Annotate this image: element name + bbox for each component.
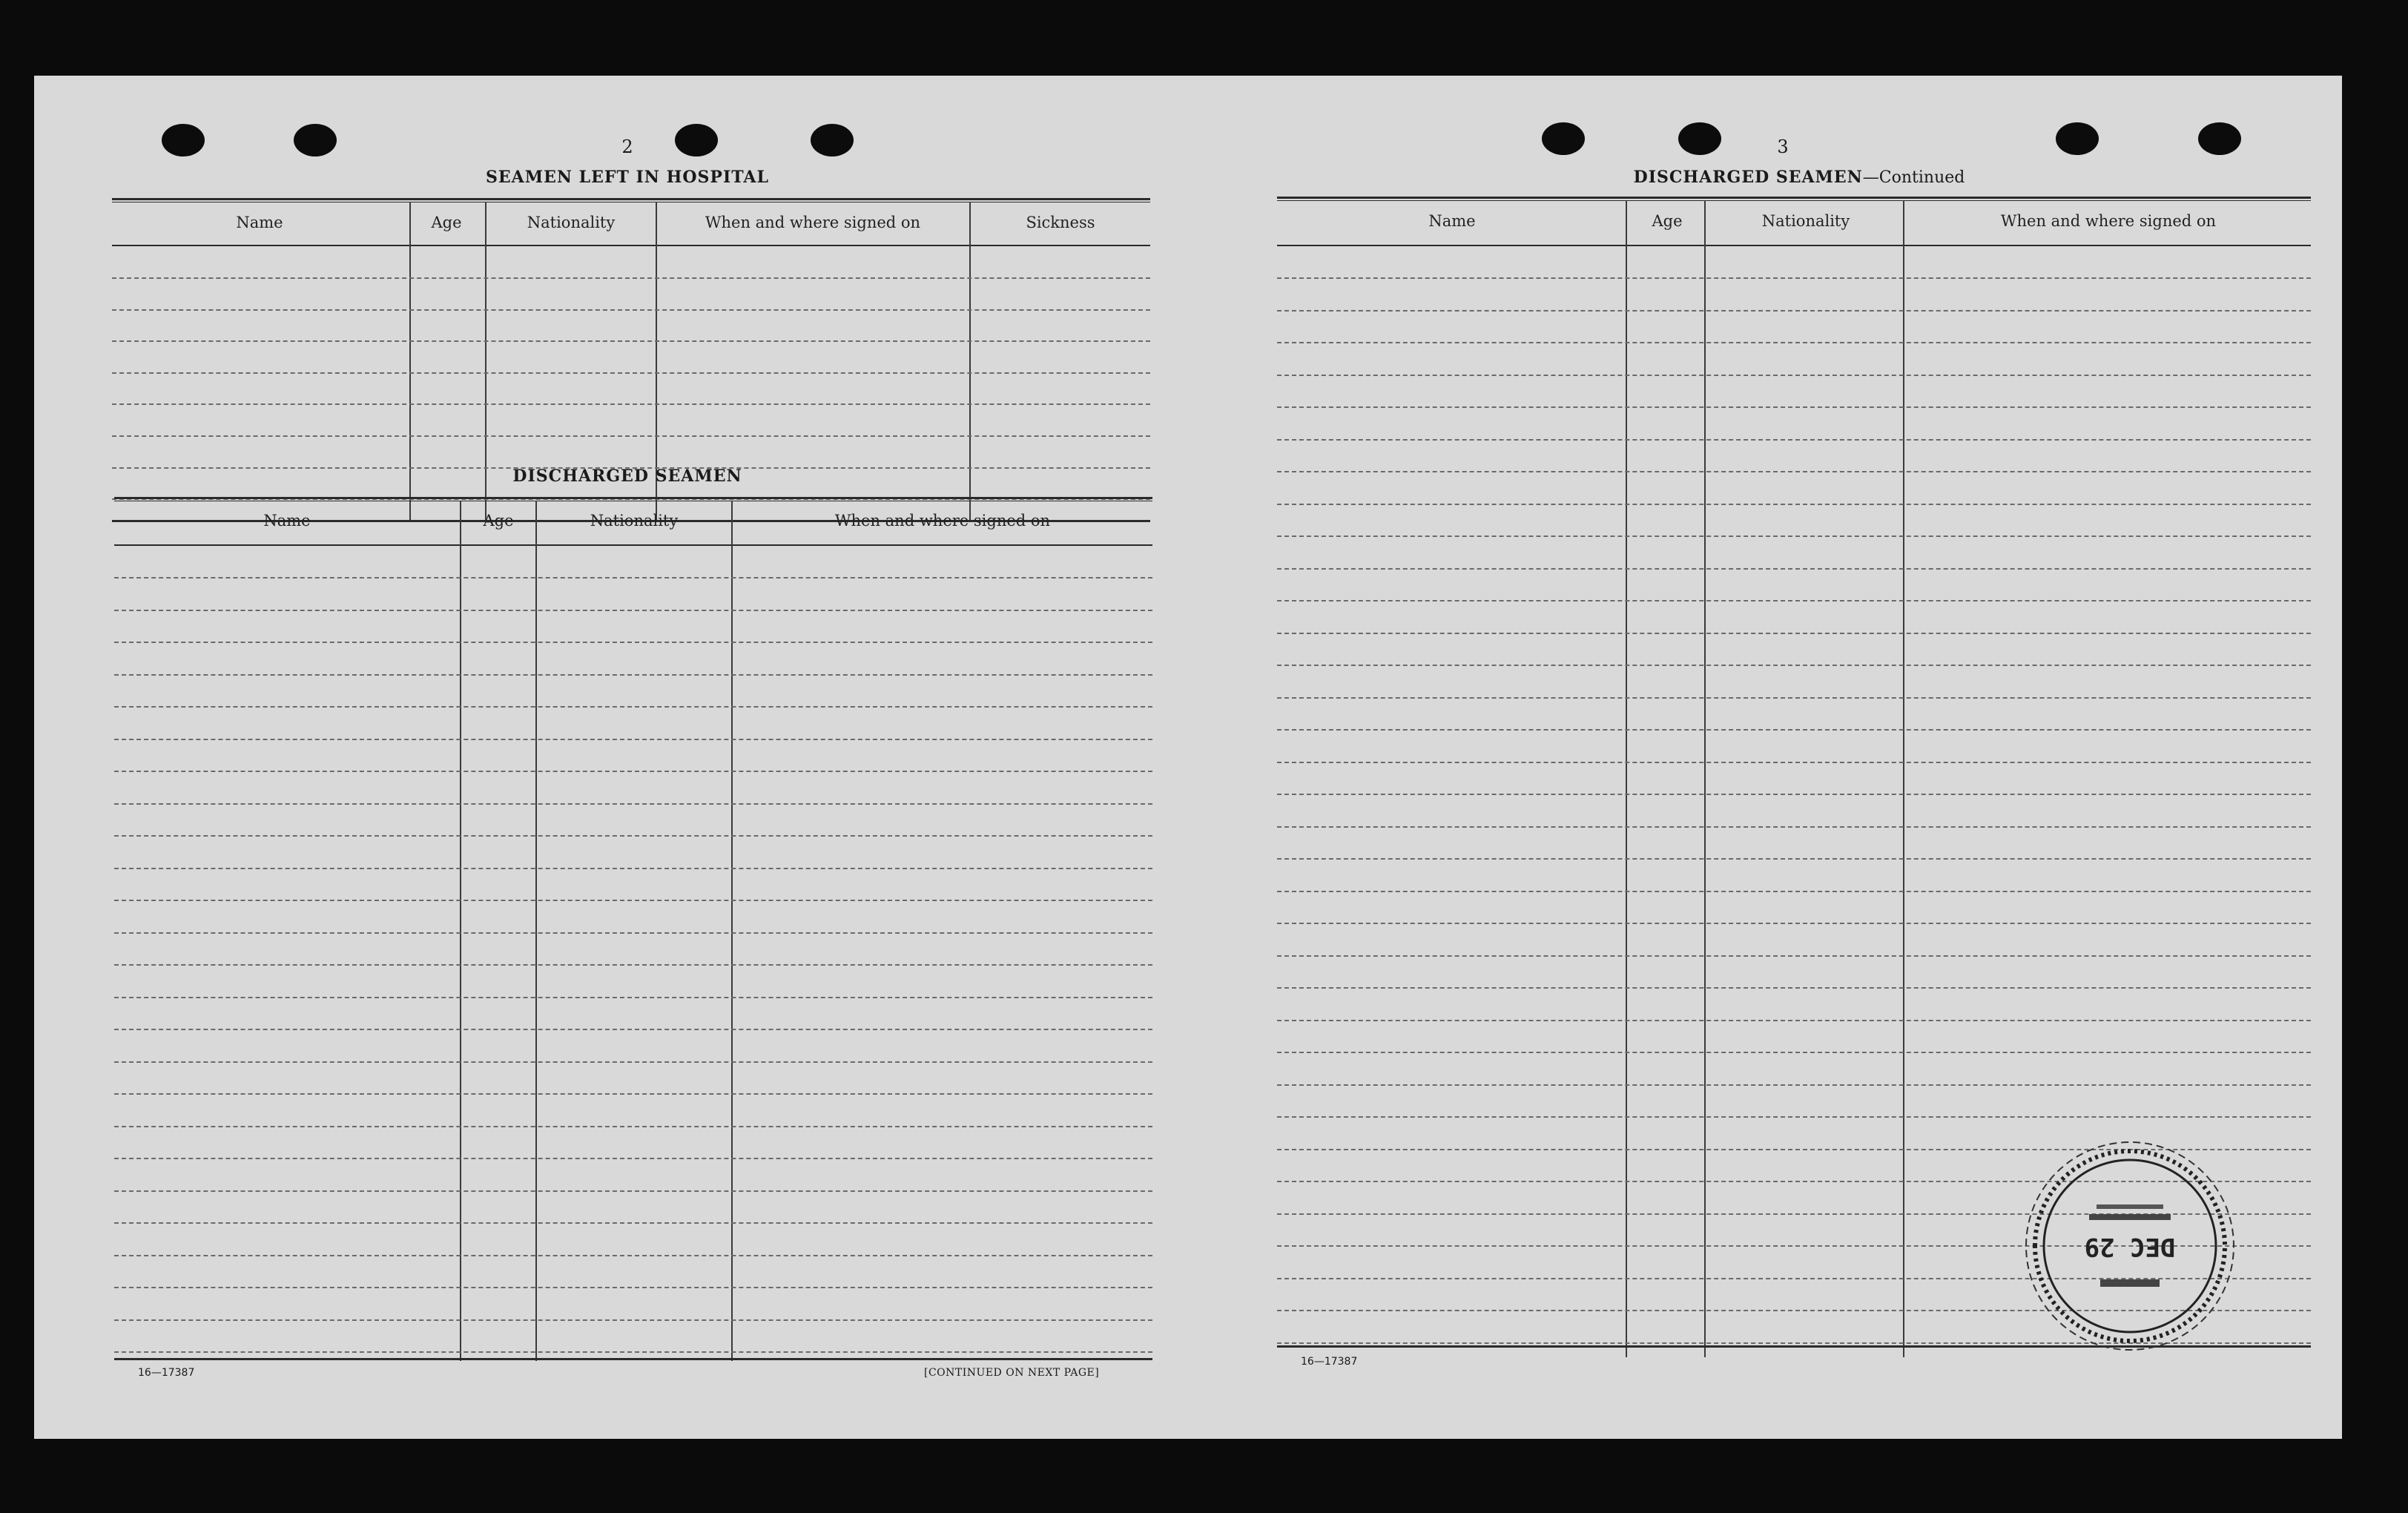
- section-title: DISCHARGED SEAMEN: [1633, 168, 1863, 187]
- row-line: [1277, 1052, 2311, 1053]
- row-line: [1277, 342, 2311, 343]
- punch-hole-icon: [1542, 122, 1585, 155]
- column-header-age: Age: [1652, 212, 1683, 230]
- row-line: [114, 1061, 1152, 1063]
- row-line: [112, 340, 1150, 342]
- row-line: [112, 372, 1150, 374]
- column-header-nationality: Nationality: [590, 512, 679, 530]
- row-line: [1277, 504, 2311, 505]
- row-line: [1277, 891, 2311, 892]
- column-divider: [969, 202, 971, 522]
- hospital-section-title: SEAMEN LEFT IN HOSPITAL: [486, 168, 769, 187]
- table-top-rule: [114, 497, 1152, 499]
- row-line: [1277, 310, 2311, 312]
- row-line: [114, 1351, 1152, 1353]
- punch-hole-icon: [2056, 122, 2099, 155]
- row-line: [114, 1126, 1152, 1127]
- row-line: [1277, 858, 2311, 860]
- table-bottom-rule: [114, 1358, 1152, 1360]
- table-top-rule: [1277, 197, 2311, 199]
- row-line: [114, 835, 1152, 837]
- row-line: [114, 771, 1152, 772]
- row-line: [1277, 665, 2311, 666]
- page-number: 3: [1777, 136, 1789, 157]
- column-header-nationality: Nationality: [527, 214, 616, 231]
- page-number: 2: [621, 136, 633, 157]
- column-divider: [1903, 200, 1904, 1357]
- column-header-sickness: Sickness: [1026, 214, 1095, 231]
- column-header-name: Name: [1428, 212, 1476, 230]
- row-line: [1277, 471, 2311, 472]
- row-line: [1277, 762, 2311, 763]
- row-line: [114, 1190, 1152, 1192]
- column-header-signed-on: When and where signed on: [2000, 212, 2217, 230]
- form-number: 16—17387: [138, 1367, 195, 1379]
- row-line: [114, 964, 1152, 966]
- row-line: [114, 1222, 1152, 1224]
- row-line: [1277, 277, 2311, 279]
- row-line: [1277, 697, 2311, 699]
- discharged-continued-title: [1510, 168, 2088, 187]
- row-line: [1277, 568, 2311, 570]
- row-line: [1277, 1020, 2311, 1021]
- row-line: [114, 932, 1152, 934]
- circular-date-stamp-icon: [2019, 1135, 2241, 1357]
- punch-hole-icon: [675, 124, 718, 156]
- punch-hole-icon: [294, 124, 337, 156]
- row-line: [114, 1319, 1152, 1321]
- header-rule: [112, 245, 1150, 246]
- column-header-age: Age: [483, 512, 514, 530]
- row-line: [114, 642, 1152, 643]
- row-line: [1277, 375, 2311, 376]
- row-line: [114, 739, 1152, 740]
- row-line: [1277, 633, 2311, 634]
- column-divider: [460, 501, 461, 1361]
- table-top-rule: [1277, 200, 2311, 201]
- column-header-name: Name: [263, 512, 311, 530]
- row-line: [1277, 535, 2311, 537]
- row-line: [1277, 1084, 2311, 1086]
- row-line: [112, 277, 1150, 279]
- row-line: [1277, 794, 2311, 795]
- table-top-rule: [112, 198, 1150, 200]
- punch-hole-icon: [162, 124, 205, 156]
- discharged-section-title: DISCHARGED SEAMEN: [512, 467, 742, 486]
- column-header-signed-on: When and where signed on: [705, 214, 921, 231]
- row-line: [114, 577, 1152, 578]
- row-line: [114, 1158, 1152, 1159]
- column-header-age: Age: [431, 214, 462, 231]
- row-line: [114, 1029, 1152, 1030]
- row-line: [1277, 729, 2311, 731]
- column-header-signed-on: When and where signed on: [834, 512, 1051, 530]
- column-header-nationality: Nationality: [1761, 212, 1850, 230]
- row-line: [112, 435, 1150, 437]
- header-rule: [1277, 245, 2311, 246]
- row-line: [114, 610, 1152, 611]
- punch-hole-icon: [811, 124, 854, 156]
- row-line: [114, 706, 1152, 708]
- row-line: [114, 674, 1152, 676]
- row-line: [1277, 600, 2311, 601]
- row-line: [1277, 439, 2311, 441]
- header-rule: [114, 544, 1152, 546]
- row-line: [1277, 826, 2311, 828]
- column-divider: [1704, 200, 1706, 1357]
- stamp-date: DEC 29: [2084, 1232, 2176, 1262]
- row-line: [1277, 923, 2311, 924]
- row-line: [1277, 987, 2311, 989]
- row-line: [114, 1255, 1152, 1256]
- form-number: 16—17387: [1301, 1356, 1358, 1368]
- punch-hole-icon: [1678, 122, 1721, 155]
- row-line: [1277, 406, 2311, 408]
- section-title-suffix: —Continued: [1862, 168, 1965, 187]
- row-line: [1277, 955, 2311, 957]
- row-line: [114, 868, 1152, 869]
- row-line: [114, 997, 1152, 998]
- continued-note: [CONTINUED ON NEXT PAGE]: [924, 1367, 1100, 1379]
- column-divider: [535, 501, 537, 1361]
- row-line: [114, 1093, 1152, 1095]
- row-line: [114, 1287, 1152, 1288]
- row-line: [1277, 1116, 2311, 1118]
- column-divider: [1626, 200, 1627, 1357]
- row-line: [114, 900, 1152, 901]
- row-line: [112, 403, 1150, 405]
- row-line: [114, 803, 1152, 805]
- row-line: [112, 309, 1150, 311]
- punch-hole-icon: [2198, 122, 2241, 155]
- column-header-name: Name: [236, 214, 283, 231]
- column-divider: [731, 501, 733, 1361]
- document-sheet: [34, 76, 2342, 1439]
